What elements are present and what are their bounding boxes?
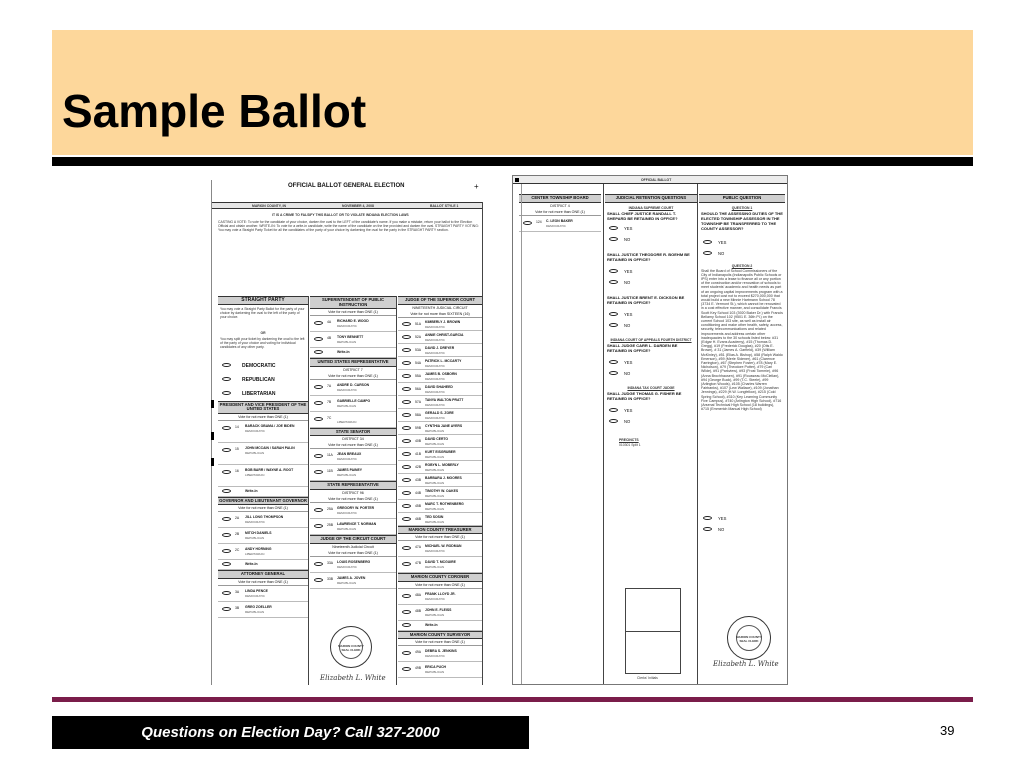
initials-box bbox=[625, 588, 681, 632]
candidate-number: 42B bbox=[415, 464, 422, 469]
footer-text: Questions on Election Day? Call 327-2000 bbox=[141, 724, 440, 741]
state-senator-sub: Vote for not more than ONE (1) bbox=[310, 442, 396, 449]
county-seal: MARION COUNTY SEAL CLERK bbox=[727, 616, 771, 660]
president-sub: Vote for not more than ONE (1) bbox=[218, 414, 308, 421]
candidate-party: DEMOCRATIC bbox=[425, 402, 445, 407]
candidate-name: KURT EISGRUBER bbox=[425, 449, 456, 454]
write-in-row[interactable]: Write-In bbox=[218, 560, 308, 570]
retention-question-4: SHALL JUDGE CARR L. DARDEN BE RETAINED IN OFFICE? bbox=[607, 342, 678, 353]
candidate-row[interactable] bbox=[398, 474, 482, 487]
vote-oval[interactable] bbox=[402, 478, 411, 482]
us-rep-sub: Vote for not more than ONE (1) bbox=[310, 373, 396, 380]
candidate-row[interactable]: 2A JILL LONG THOMPSON DEMOCRATIC bbox=[218, 512, 308, 528]
candidate-row[interactable] bbox=[398, 422, 482, 435]
township-header: CENTER TOWNSHIP BOARD bbox=[519, 194, 601, 203]
party-republican[interactable]: REPUBLICAN bbox=[218, 373, 308, 387]
candidate-row[interactable] bbox=[398, 318, 482, 331]
candidate-row[interactable] bbox=[398, 435, 482, 448]
candidate-party: REPUBLICAN bbox=[425, 493, 445, 498]
superintendent-header: SUPERINTENDENT OF PUBLIC INSTRUCTION bbox=[310, 296, 396, 309]
candidate-party: DEMOCRATIC bbox=[425, 376, 445, 381]
candidate-row[interactable] bbox=[398, 357, 482, 370]
column-divider bbox=[482, 202, 483, 685]
treasurer-sub: Vote for not more than ONE (1) bbox=[398, 534, 482, 541]
candidate-party: REPUBLICAN bbox=[425, 519, 445, 524]
candidate-row[interactable]: 48B JOHN E. FLEISS REPUBLICAN bbox=[398, 605, 482, 621]
candidate-row[interactable]: 33B JAMES A. JOVEN REPUBLICAN bbox=[310, 573, 396, 589]
candidate-row[interactable] bbox=[398, 448, 482, 461]
county-seal: MARION COUNTY SEAL CLERK bbox=[330, 626, 372, 668]
no-option[interactable]: NO bbox=[703, 251, 785, 256]
state-senator-header: STATE SENATOR bbox=[310, 428, 396, 437]
candidate-name: DAVID SHAHEED bbox=[425, 384, 453, 389]
candidate-row[interactable]: 4B TONY BENNETT REPUBLICAN bbox=[310, 332, 396, 348]
candidate-row[interactable]: 49B ERICA PUCH REPUBLICAN bbox=[398, 662, 482, 678]
write-in-row[interactable]: Write-In bbox=[310, 348, 396, 358]
candidate-number: 58A bbox=[415, 412, 422, 417]
surveyor-sub: Vote for not more than ONE (1) bbox=[398, 639, 482, 646]
slide-title: Sample Ballot bbox=[62, 85, 367, 137]
style-label: BALLOT STYLE 1 bbox=[430, 204, 459, 208]
timing-mark bbox=[515, 178, 519, 182]
treasurer-header: MARION COUNTY TREASURER bbox=[398, 526, 482, 535]
retention-header: JUDICIAL RETENTION QUESTIONS bbox=[605, 194, 697, 203]
candidate-row[interactable]: 33A LOUIS ROSENBERG DEMOCRATIC bbox=[310, 557, 396, 573]
straight-party-or: OR bbox=[260, 330, 266, 335]
precincts-label: PRECINCTS bbox=[619, 437, 639, 442]
candidate-party: REPUBLICAN bbox=[425, 428, 445, 433]
retention-question-2: SHALL JUSTICE THEODORE R. BOEHM BE RETAINED IN OFFICE? bbox=[607, 251, 690, 262]
column-2 bbox=[310, 296, 396, 682]
candidate-party: REPUBLICAN bbox=[425, 506, 445, 511]
county-label: MARION COUNTY, IN bbox=[252, 204, 286, 208]
timing-mark bbox=[211, 400, 214, 408]
township-sub: Vote for not more than ONE (1) bbox=[519, 209, 601, 216]
candidate-row[interactable]: 2C ANDY HORNING LIBERTARIAN bbox=[218, 544, 308, 560]
public-question-header: PUBLIC QUESTION bbox=[699, 194, 785, 203]
candidate-name: TED SOSIN bbox=[425, 514, 444, 519]
retention-question-5: SHALL JUDGE THOMAS G. FISHER BE RETAINED IN OFFICE? bbox=[607, 390, 682, 401]
superior-court-header: JUDGE OF THE SUPERIOR COURT bbox=[398, 296, 482, 305]
vote-oval[interactable] bbox=[402, 452, 411, 456]
column-1 bbox=[218, 296, 308, 618]
column-divider bbox=[697, 184, 698, 684]
candidate-row[interactable]: 48A FRANK LLOYD JR. DEMOCRATIC bbox=[398, 589, 482, 605]
state-rep-district: DISTRICT 96 bbox=[342, 490, 364, 495]
no-option[interactable]: NO bbox=[609, 280, 697, 285]
ballot-page-1 bbox=[211, 180, 485, 685]
retention-question-3: SHALL JUSTICE BRENT E. DICKSON BE RETAINED IN OFFICE? bbox=[607, 294, 685, 305]
candidate-row[interactable]: 3B GREG ZOELLER REPUBLICAN bbox=[218, 602, 308, 618]
ballot-heading: OFFICIAL BALLOT GENERAL ELECTION bbox=[288, 183, 405, 189]
candidate-party: DEMOCRATIC bbox=[425, 389, 445, 394]
yes-option[interactable]: YES bbox=[609, 360, 697, 365]
us-rep-district: DISTRICT 7 bbox=[343, 367, 363, 372]
candidate-name: ROBYN L. MOBERLY bbox=[425, 462, 459, 467]
instructions-text: CASTING A VOTE: To vote for the candidate of your choice, darken the oval to the LEFT of the candidate's name. If you make a mistake, return your ballot to the Election Official and obtain another. WRITE-IN: To vote for a write-in candidate, write the name of the candidate on the line provided and darken the oval. STRAIGHT PARTY VOTING: You may vote a Straight Party Ticket for all the candidates of the party of your choice by darkening the oval for the party in the STRAIGHT PARTY section. bbox=[218, 220, 479, 232]
vote-oval[interactable] bbox=[402, 348, 411, 352]
candidate-row[interactable] bbox=[398, 370, 482, 383]
circuit-court-header: JUDGE OF THE CIRCUIT COURT bbox=[310, 535, 396, 544]
timing-mark bbox=[211, 432, 214, 440]
candidate-name: TANYA WALTON PRATT bbox=[425, 397, 464, 402]
margin-line bbox=[521, 184, 522, 684]
page-number: 39 bbox=[940, 723, 955, 738]
superintendent-sub: Vote for not more than ONE (1) bbox=[310, 309, 396, 316]
vote-oval[interactable] bbox=[402, 387, 411, 391]
candidate-party: REPUBLICAN bbox=[425, 454, 445, 459]
attorney-general-header: ATTORNEY GENERAL bbox=[218, 570, 308, 579]
candidate-row[interactable]: 47A MICHAEL W. RODMAN DEMOCRATIC bbox=[398, 541, 482, 557]
state-senator-district: DISTRICT 34 bbox=[342, 437, 364, 442]
candidate-row[interactable] bbox=[398, 461, 482, 474]
candidate-row[interactable]: 7B GABRIELLE CAMPO REPUBLICAN bbox=[310, 396, 396, 412]
candidate-number: 45B bbox=[415, 503, 422, 508]
straight-party-text: You may vote a Straight Party Ballot for the party of your choice by darkening the oval to the left of the party of your choice. bbox=[220, 306, 305, 319]
vote-oval[interactable] bbox=[402, 504, 411, 508]
tax-court-label: INDIANA TAX COURT JUDGE bbox=[627, 385, 675, 390]
candidate-row[interactable]: 4A RICHARD E. WOOD DEMOCRATIC bbox=[310, 316, 396, 332]
president-header: PRESIDENT AND VICE PRESIDENT OF THE UNITED STATES bbox=[218, 401, 308, 414]
candidate-number: 52A bbox=[415, 334, 422, 339]
bottom-rule bbox=[52, 697, 973, 702]
candidate-name: KIMBERLY J. BROWN bbox=[425, 319, 461, 324]
split-ticket-text: You may split your ticket by darkening the oval to the left of the party of your choice and voting for individual candidates of any other party. bbox=[220, 336, 305, 349]
candidate-party: DEMOCRATIC bbox=[425, 415, 445, 420]
candidate-row[interactable]: 47B DAVID T. MCGUIRE REPUBLICAN bbox=[398, 557, 482, 573]
candidate-row[interactable] bbox=[398, 396, 482, 409]
candidate-name: PATRICK L. MCCARTY bbox=[425, 358, 462, 363]
candidate-number: 44B bbox=[415, 490, 422, 495]
coroner-header: MARION COUNTY CORONER bbox=[398, 573, 482, 582]
candidate-party: DEMOCRATIC bbox=[425, 337, 445, 342]
no-option[interactable]: NO bbox=[609, 419, 697, 424]
candidate-row[interactable] bbox=[398, 344, 482, 357]
vote-oval[interactable] bbox=[402, 413, 411, 417]
state-rep-sub: Vote for not more than ONE (1) bbox=[310, 496, 396, 503]
superior-court-sub: Vote for not more than SIXTEEN (16) bbox=[398, 311, 482, 318]
vote-oval[interactable] bbox=[402, 491, 411, 495]
column-2 bbox=[605, 194, 697, 447]
superior-court-district: NINETEENTH JUDICIAL CIRCUIT bbox=[412, 305, 468, 310]
candidate-row[interactable]: 16 BOB BARR / WAYNE A. ROOT LIBERTARIAN bbox=[218, 465, 308, 487]
candidate-name: BARBARA J. MOORES bbox=[425, 475, 462, 480]
vote-oval[interactable] bbox=[402, 361, 411, 365]
candidate-row[interactable] bbox=[398, 383, 482, 396]
write-in-row[interactable]: Write-In bbox=[398, 621, 482, 631]
ballot-header-strip bbox=[513, 176, 787, 184]
vote-oval[interactable] bbox=[402, 465, 411, 469]
vote-oval[interactable] bbox=[402, 426, 411, 430]
candidate-number: 43B bbox=[415, 477, 422, 482]
yes-option[interactable]: YES bbox=[609, 312, 697, 317]
candidate-row[interactable]: 25A GREGORY W. PORTER DEMOCRATIC bbox=[310, 503, 396, 519]
candidate-number: 53A bbox=[415, 347, 422, 352]
no-option[interactable]: NO bbox=[609, 371, 697, 376]
yes-option[interactable]: YES bbox=[609, 226, 697, 231]
candidate-number: 59B bbox=[415, 425, 422, 430]
vote-oval[interactable] bbox=[402, 439, 411, 443]
vote-oval[interactable] bbox=[402, 400, 411, 404]
governor-sub: Vote for not more than ONE (1) bbox=[218, 505, 308, 512]
no-option[interactable]: NO bbox=[703, 527, 785, 532]
party-democratic[interactable]: DEMOCRATIC bbox=[218, 359, 308, 373]
candidate-name: JAMES B. OSBORN bbox=[425, 371, 457, 376]
candidate-name: DAVID CERTO bbox=[425, 436, 449, 441]
state-rep-header: STATE REPRESENTATIVE bbox=[310, 481, 396, 490]
initials-box bbox=[625, 632, 681, 674]
candidate-row[interactable]: 7A ANDRE D. CARSON DEMOCRATIC bbox=[310, 380, 396, 396]
surveyor-header: MARION COUNTY SURVEYOR bbox=[398, 631, 482, 640]
candidate-name: MARC T. ROTHENBERG bbox=[425, 501, 464, 506]
circuit-court-sub: Vote for not more than ONE (1) bbox=[310, 550, 396, 557]
party-libertarian[interactable]: LIBERTARIAN bbox=[218, 387, 308, 401]
candidate-number: 55A bbox=[415, 373, 422, 378]
timing-mark bbox=[211, 458, 214, 466]
party-list bbox=[218, 359, 308, 401]
candidate-row[interactable]: 2B MITCH DANIELS REPUBLICAN bbox=[218, 528, 308, 544]
candidate-name: TIMOTHY W. OAKES bbox=[425, 488, 459, 493]
candidate-number: 41B bbox=[415, 451, 422, 456]
candidate-row[interactable]: 11A JEAN BREAUX DEMOCRATIC bbox=[310, 449, 396, 465]
candidate-number: 51A bbox=[415, 321, 422, 326]
candidate-row[interactable]: 124 C. LEON BAKER DEMOCRATIC bbox=[519, 216, 601, 232]
candidate-party: REPUBLICAN bbox=[425, 441, 445, 446]
yes-option[interactable]: YES bbox=[703, 240, 785, 245]
candidate-number: 57A bbox=[415, 399, 422, 404]
yes-option[interactable]: YES bbox=[609, 408, 697, 413]
no-option[interactable]: NO bbox=[609, 323, 697, 328]
column-divider bbox=[603, 184, 604, 684]
township-district: DISTRICT 4 bbox=[550, 203, 570, 208]
question-2-text: Shall the Board of School Commissioners of the City of Indianapolis (Indianapolis Public Schools or IPS) enter into a lease to finance all or any portion of the construction and/or renovation of schools to meet students' academic and health needs as part of an ongoing capital improvements program with a total project cost not to exceed $270,000,000 that would build a new Minnie Hartmann School 78 (3734 E. Vermont St.), which cannot be renovated in a cost effective manner, and consolidate Francis Scott Key School 103 (3920 Baker Dr.) with Francis Bellamy School 102 (9501 E. 36th Pl.) on the current School 103 site, as well as install air conditioning and make other health, safety, access, security, telecommunications and related improvements and address certain other inadequacies to the 30 schools listed below: #31 (Edgar H. Evans Academy), #15 (Thomas D. Gregg), #19 (Frederick Douglas), #20 (Otis E. Brown), # 31 (James A. Garfield), #39 (William McKinley), #51 (Elias A. Bishop), #58 (Ralph Waldo Emerson), #59 (Merle Sidener), #61 (Clarence Farrington), #67 (Stephen Foster), #78 (Mary E. Nicholson), #79 (Theodore Potter), #79 (Carl Wilde), #91 (Parkview), #93 (Frost Tommie), #96 (Anna Brochhausen), #91 (Rousseau McClellan), #94 (George Buck), #99 (T.C. Steele), #99 (Arlington Woods), #105 (Charles Warren Fairbanks), #107 (Lew Wallace), #109 (Jonathan Jennings), #229 (H.W. Longfellow), #215 (Cold Spring School), #310 (Key Learning Community Five Campus), #740 (Arlington High School), #716 (Arsenal Technical High School (18 buildings), #715 (Emmerich Manual High School) bbox=[701, 268, 783, 412]
yes-option[interactable]: YES bbox=[703, 516, 785, 521]
candidate-name: GERALD S. ZORE bbox=[425, 410, 454, 415]
candidate-number: 40B bbox=[415, 438, 422, 443]
us-rep-header: UNITED STATES REPRESENTATIVE bbox=[310, 358, 396, 367]
vote-oval[interactable] bbox=[402, 322, 411, 326]
warning-text: IT IS A CRIME TO FALSIFY THIS BALLOT OR TO VIOLATE INDIANA ELECTION LAWS bbox=[272, 213, 409, 217]
candidate-party: REPUBLICAN bbox=[425, 467, 445, 472]
candidate-name: ANNIE CHRIST-GARCIA bbox=[425, 332, 464, 337]
appeals-label: INDIANA COURT OF APPEALS FOURTH DISTRICT bbox=[610, 337, 692, 342]
ballot-heading: OFFICIAL BALLOT bbox=[641, 178, 672, 182]
candidate-party: DEMOCRATIC bbox=[425, 324, 445, 329]
yes-option[interactable]: YES bbox=[609, 269, 697, 274]
no-option[interactable]: NO bbox=[609, 237, 697, 242]
straight-party-header: STRAIGHT PARTY bbox=[218, 296, 308, 305]
candidate-row[interactable]: 14 BARACK OBAMA / JOE BIDEN DEMOCRATIC bbox=[218, 421, 308, 443]
vote-oval[interactable] bbox=[402, 517, 411, 521]
candidate-row[interactable]: 11B JAMES PAINEY REPUBLICAN bbox=[310, 465, 396, 481]
candidate-name: CYNTHIA JANE AYERS bbox=[425, 423, 463, 428]
candidate-row[interactable] bbox=[398, 487, 482, 500]
candidate-name: DAVID J. DREYER bbox=[425, 345, 455, 350]
title-rule bbox=[52, 157, 973, 166]
candidate-row[interactable]: 3A LINDA PENCE DEMOCRATIC bbox=[218, 586, 308, 602]
precinct-value: 010301 Split 1 bbox=[619, 442, 641, 447]
question-1-text: SHOULD THE ASSESSING DUTIES OF THE ELECTED TOWNSHIP ASSESSOR IN THE TOWNSHIP BE TRANSFERRED TO THE COUNTY ASSESSOR? bbox=[701, 210, 783, 231]
ballot-header-strip bbox=[212, 202, 482, 209]
clerk-signature: Elizabeth L. White bbox=[320, 674, 386, 682]
crosshair-icon: + bbox=[474, 182, 479, 191]
question-2-label: QUESTION 2 bbox=[731, 263, 753, 268]
candidate-party: DEMOCRATIC bbox=[425, 350, 445, 355]
coroner-sub: Vote for not more than ONE (1) bbox=[398, 582, 482, 589]
retention-question-1: SHALL CHIEF JUSTICE RANDALL T. SHEPARD BE RETAINED IN OFFICE? bbox=[607, 210, 678, 221]
candidate-row[interactable]: 49A DEBRA S. JENKINS DEMOCRATIC bbox=[398, 646, 482, 662]
candidate-row[interactable] bbox=[398, 409, 482, 422]
candidate-row[interactable]: 25B LAWRENCE T. NORMAN REPUBLICAN bbox=[310, 519, 396, 535]
candidate-number: 56A bbox=[415, 386, 422, 391]
candidate-party: DEMOCRATIC bbox=[425, 363, 445, 368]
question-1-label: QUESTION 1 bbox=[731, 205, 753, 210]
ballot-page-2 bbox=[512, 175, 788, 685]
column-3 bbox=[398, 296, 482, 678]
candidate-number: 46B bbox=[415, 516, 422, 521]
write-in-row[interactable]: Write-In bbox=[218, 487, 308, 497]
clerks-initials-label: Clerks' Initials bbox=[637, 676, 658, 680]
candidate-row[interactable] bbox=[398, 331, 482, 344]
column-1 bbox=[519, 194, 601, 232]
vote-oval[interactable] bbox=[402, 374, 411, 378]
column-3 bbox=[699, 194, 785, 532]
candidate-row[interactable] bbox=[398, 513, 482, 526]
candidate-party: REPUBLICAN bbox=[425, 480, 445, 485]
attorney-general-sub: Vote for not more than ONE (1) bbox=[218, 579, 308, 586]
column-divider bbox=[396, 296, 397, 685]
column-divider bbox=[308, 296, 309, 685]
candidate-number: 54A bbox=[415, 360, 422, 365]
clerk-signature: Elizabeth L. White bbox=[713, 660, 779, 668]
circuit-court-district: Nineteenth Judicial Circuit bbox=[332, 544, 374, 549]
governor-header: GOVERNOR AND LIEUTENANT GOVERNOR bbox=[218, 497, 308, 506]
candidate-row[interactable]: 7C LIBERTARIAN bbox=[310, 412, 396, 428]
supreme-court-label: INDIANA SUPREME COURT bbox=[628, 205, 674, 210]
candidate-row[interactable] bbox=[398, 500, 482, 513]
date-label: NOVEMBER 4, 2008 bbox=[342, 204, 374, 208]
candidate-row[interactable]: 15 JOHN MCCAIN / SARAH PALIN REPUBLICAN bbox=[218, 443, 308, 465]
vote-oval[interactable] bbox=[402, 335, 411, 339]
superior-court-candidates bbox=[398, 318, 482, 526]
